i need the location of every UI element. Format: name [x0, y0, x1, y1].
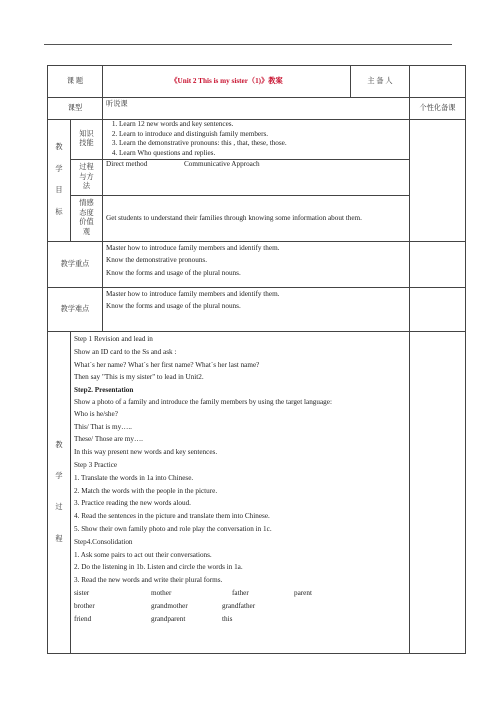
preparer-label: 主 备 人: [351, 66, 410, 98]
header-rule: [44, 44, 452, 45]
list-item: 3. Learn the demonstrative pronouns: this , that, these, those.: [119, 139, 406, 149]
personal-prep-cell-key: [410, 241, 466, 287]
difficult-points-content: Master how to introduce family members and identify them. Know the forms and usage of the plural nouns.: [103, 287, 410, 331]
procedure-label: 教 学 过 程: [48, 331, 71, 653]
objective-process-row: [48, 159, 466, 195]
word-row: brother grandmother grandfather: [74, 601, 256, 610]
word-row: sister mother father parent: [74, 589, 312, 598]
header-row: [48, 66, 466, 98]
knowledge-content: [103, 120, 410, 160]
procedure-content: Step 1 Revision and lead in Show an ID card to the Ss and ask : What`s her name? What`s her first name? What`s her last name? Then say "This is my sister" to lead in Unit2. Step2. Presentation Show a photo of a family and introduce the family members by using the target language: Who is he/she? This/ That is my….. These/ Those are my…. In this way present new words and key sentences. Step 3 Practice 1. Translate the words in 1a into Chinese. 2. Match the words with the people in the picture. 3. Practice reading the new words aloud. 4. Read the sentences in the picture and translate them into Chinese. 5. Show their own family photo and role play the conversation in 1c. Step4.Consolidation 1. Ask some pairs to act out their conversations. 2. Do the listening in 1b. Listen and circle the words in 1a. 3. Read the new words and write their plural forms. sister mother father parent brother grandmother grandfather friend grandparent this: [71, 331, 410, 653]
lesson-plan-table: [47, 65, 466, 654]
personal-prep-label: 个性化备课: [410, 98, 466, 120]
method-direct: Direct method: [106, 159, 148, 168]
key-points-label: 教学重点: [48, 241, 103, 287]
type-label: 课型: [48, 98, 103, 120]
lesson-title: 《Unit 2 This is my sister（1)》教案: [103, 66, 351, 98]
process-content: [103, 159, 410, 195]
personal-prep-cell-difficult: [410, 287, 466, 331]
personal-prep-cell-procedure: [410, 331, 466, 653]
step2-heading: Step2. Presentation: [74, 386, 134, 395]
objective-emotion-row: [48, 195, 466, 241]
list-item: 2. Learn to introduce and distinguish family members.: [119, 130, 406, 140]
difficult-points-label: 教学难点: [48, 287, 103, 331]
knowledge-list: [106, 120, 406, 159]
emotion-content: Get students to understand their families through knowing some information about them.: [103, 195, 410, 241]
word-row: friend grandparent this: [74, 614, 233, 623]
key-points-content: Master how to introduce family members and identify them. Know the demonstrative pronouns. Know the forms and usage of the plural nouns.: [103, 241, 410, 287]
key-points-row: [48, 241, 466, 287]
method-communicative: Communicative Approach: [184, 159, 260, 168]
step4-heading: Step4.Consolidation: [74, 537, 133, 546]
list-item: 4. Learn Who questions and replies.: [119, 149, 406, 159]
emotion-label: 情感 态度 价值 观: [71, 195, 103, 241]
difficult-points-row: [48, 287, 466, 331]
step1-heading: Step 1 Revision and lead in: [74, 334, 153, 343]
preparer-value: [410, 66, 466, 98]
objective-knowledge-row: [48, 120, 466, 160]
list-item: 1. Learn 12 new words and key sentences.: [119, 120, 406, 130]
type-value: 听说课: [103, 98, 410, 120]
procedure-row: [48, 331, 466, 653]
topic-label: 课 题: [48, 66, 103, 98]
objectives-label: 教 学 目 标: [48, 120, 71, 242]
personal-prep-cell-objectives: [410, 120, 466, 242]
step3-heading: Step 3 Practice: [74, 460, 118, 469]
process-label: 过程 与方 法: [71, 159, 103, 195]
knowledge-label: 知识 技能: [71, 120, 103, 160]
type-row: [48, 98, 466, 120]
